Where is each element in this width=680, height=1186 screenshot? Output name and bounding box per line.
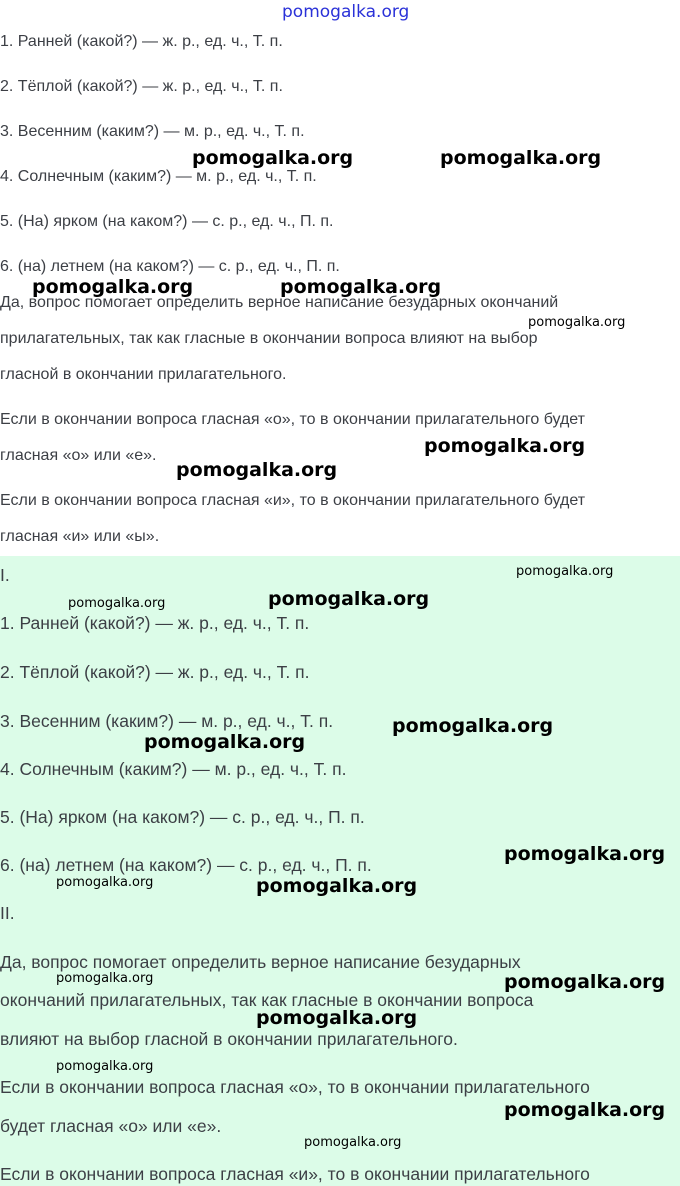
watermark: pomogalka.org xyxy=(192,147,354,169)
watermark: pomogalka.org xyxy=(56,1059,154,1074)
explanation-line: влияют на выбор гласной в окончании прилагательного. xyxy=(0,1029,458,1049)
watermark: pomogalka.org xyxy=(424,435,586,457)
rule-i-line: Если в окончании вопроса гласная «и», то в окончании прилагательного xyxy=(0,1164,590,1184)
watermark: pomogalka.org xyxy=(32,276,194,298)
morph-line-4: 4. Солнечным (каким?) — м. р., ед. ч., Т. п. xyxy=(0,168,317,185)
watermark: pomogalka.org xyxy=(176,459,338,481)
morph-line-3: 3. Весенним (каким?) — м. р., ед. ч., Т. п. xyxy=(0,123,305,140)
morph-line-6: 6. (на) летнем (на каком?) — с. р., ед. ч., П. п. xyxy=(0,258,340,275)
watermark: pomogalka.org xyxy=(504,843,666,865)
morph-line-4: 4. Солнечным (каким?) — м. р., ед. ч., Т. п. xyxy=(0,759,347,779)
watermark: pomogalka.org xyxy=(144,731,306,753)
watermark: pomogalka.org xyxy=(392,715,554,737)
rule-i-line: Если в окончании вопроса гласная «и», то в окончании прилагательного будет xyxy=(0,492,586,509)
watermark: pomogalka.org xyxy=(280,276,442,298)
rule-o-line: гласная «о» или «е». xyxy=(0,447,157,464)
rule-i-line: гласная «и» или «ы». xyxy=(0,528,160,545)
morph-line-2: 2. Тёплой (какой?) — ж. р., ед. ч., Т. п. xyxy=(0,662,310,682)
morph-line-2: 2. Тёплой (какой?) — ж. р., ед. ч., Т. п. xyxy=(0,78,283,95)
watermark: pomogalka.org xyxy=(56,875,154,890)
watermark: pomogalka.org xyxy=(504,971,666,993)
morph-line-1: 1. Ранней (какой?) — ж. р., ед. ч., Т. п. xyxy=(0,33,283,50)
header-watermark: pomogalka.org xyxy=(282,2,410,22)
section-two-heading: II. xyxy=(0,903,15,923)
morph-line-1: 1. Ранней (какой?) — ж. р., ед. ч., Т. п. xyxy=(0,613,310,633)
watermark: pomogalka.org xyxy=(68,596,166,611)
watermark: pomogalka.org xyxy=(504,1099,666,1121)
watermark: pomogalka.org xyxy=(440,147,602,169)
watermark: pomogalka.org xyxy=(304,1135,402,1150)
morph-line-3: 3. Весенним (каким?) — м. р., ед. ч., Т. п. xyxy=(0,711,334,731)
morph-line-5: 5. (На) ярком (на каком?) — с. р., ед. ч., П. п. xyxy=(0,807,365,827)
rule-o-line: Если в окончании вопроса гласная «о», то в окончании прилагательного xyxy=(0,1077,590,1097)
explanation-line: окончаний прилагательных, так как гласные в окончании вопроса xyxy=(0,990,534,1010)
section-one-heading: I. xyxy=(0,565,10,585)
watermark: pomogalka.org xyxy=(528,315,626,330)
morph-line-5: 5. (На) ярком (на каком?) — с. р., ед. ч., П. п. xyxy=(0,213,334,230)
morph-line-6: 6. (на) летнем (на каком?) — с. р., ед. ч., П. п. xyxy=(0,855,372,875)
explanation-line: гласной в окончании прилагательного. xyxy=(0,366,287,383)
watermark: pomogalka.org xyxy=(256,1007,418,1029)
watermark: pomogalka.org xyxy=(268,588,430,610)
explanation-line: Да, вопрос помогает определить верное написание безударных окончаний xyxy=(0,294,559,311)
rule-o-line: Если в окончании вопроса гласная «о», то в окончании прилагательного будет xyxy=(0,411,585,428)
explanation-line: прилагательных, так как гласные в окончании вопроса влияют на выбор xyxy=(0,330,538,347)
watermark: pomogalka.org xyxy=(56,971,154,986)
watermark: pomogalka.org xyxy=(516,564,614,579)
watermark: pomogalka.org xyxy=(256,875,418,897)
rule-o-line: будет гласная «о» или «е». xyxy=(0,1116,222,1136)
explanation-line: Да, вопрос помогает определить верное написание безударных xyxy=(0,952,521,972)
